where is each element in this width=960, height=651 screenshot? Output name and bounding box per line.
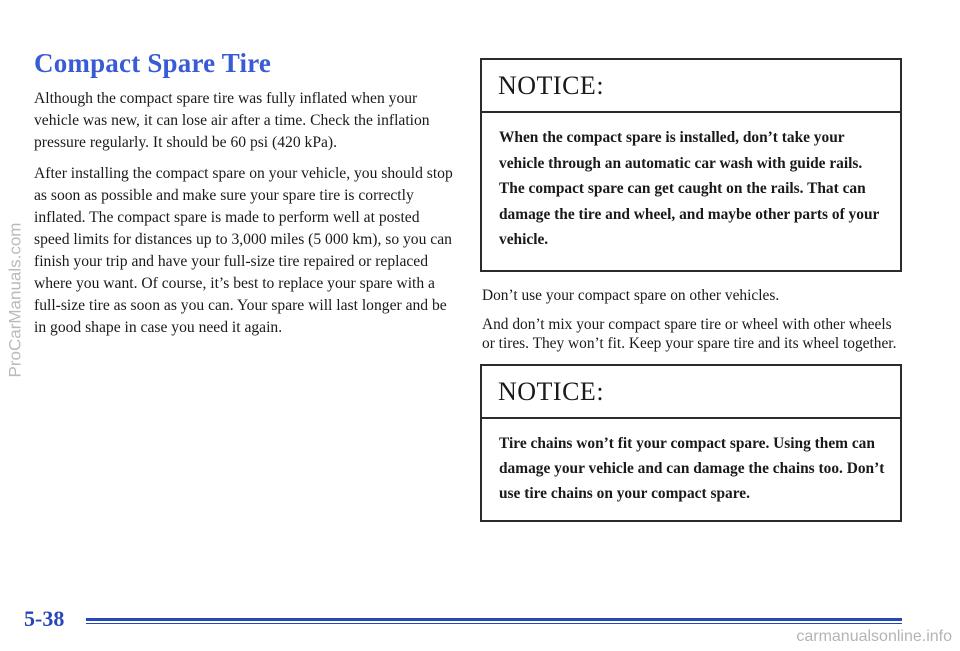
paragraph-dont-mix: And don’t mix your compact spare tire or wheel with other wheels or tires. They won’t fit. Keep your spare tire and its wheel together.	[482, 315, 897, 352]
left-column	[34, 88, 454, 348]
section-title: Compact Spare Tire	[34, 48, 272, 78]
footer-rule-thin	[86, 623, 902, 624]
paragraph-inflation: Although the compact spare tire was fully inflated when your vehicle was new, it can lose air after a time. Check the inflation pressure regularly. It should be 60 psi (420 kPa).	[34, 90, 430, 151]
right-column-text	[482, 286, 902, 363]
page-number: 5-38	[24, 606, 65, 631]
notice-text: Tire chains won’t fit your compact spare. Using them can damage your vehicle and can damage the chains too. Don’t use tire chains on your compact spare.	[499, 435, 885, 502]
footer-rule	[86, 618, 902, 621]
watermark-side	[0, 222, 30, 378]
watermark-bottom: carmanualsonline.info	[796, 628, 952, 645]
notice-heading: NOTICE:	[482, 366, 900, 419]
paragraph-other-vehicles: Don’t use your compact spare on other vehicles.	[482, 287, 780, 304]
notice-text: When the compact spare is installed, don’t take your vehicle through an automatic car wash with guide rails. The compact spare can get caught on the rails. That can damage the tire and wheel, and maybe other parts of your vehicle.	[499, 129, 880, 248]
notice-box-tire-chains	[480, 364, 902, 522]
paragraph-after-installing: After installing the compact spare on your vehicle, you should stop as soon as possible and make sure your spare tire is correctly inflated. The compact spare is made to perform well at posted speed limits for distances up to 3,000 miles (5 000 km), so you can finish your trip and have your full-size tire repaired or replaced where you want. Of course, it’s best to replace your spare with a full-size tire as soon as you can. Your spare will last longer and be in good shape in case you need it again.	[34, 165, 453, 336]
notice-heading: NOTICE:	[482, 60, 900, 113]
notice-box-car-wash	[480, 58, 902, 272]
watermark-side-text: ProCarManuals.com	[5, 222, 25, 378]
